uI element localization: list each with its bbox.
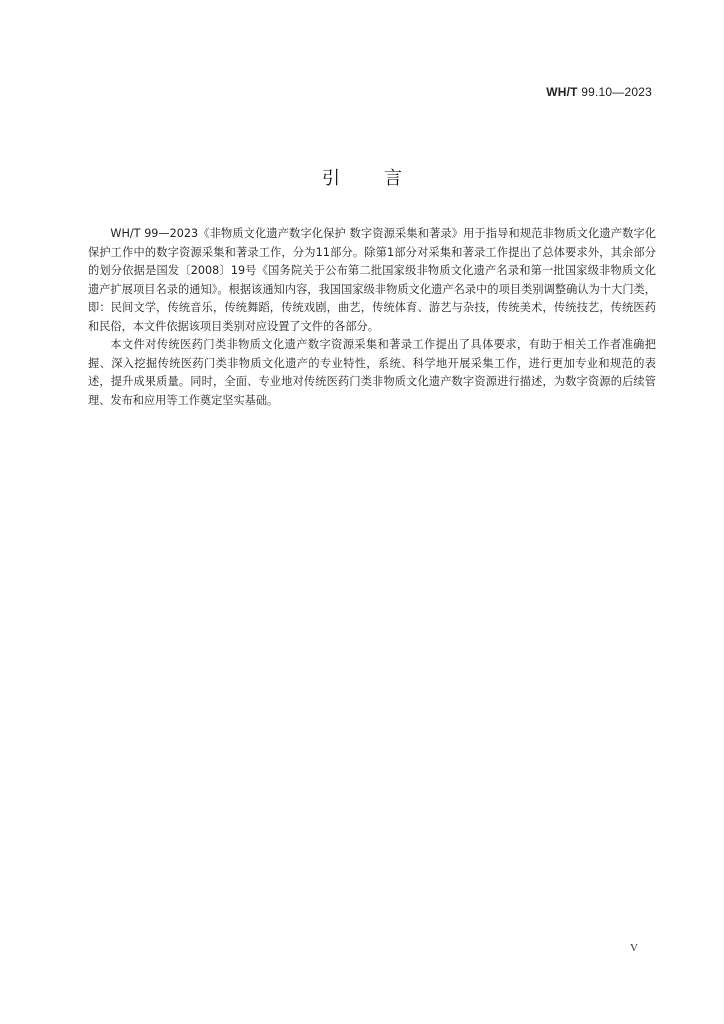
- introduction-body: [88, 225, 656, 410]
- page-title: 引言: [322, 168, 446, 189]
- standard-prefix: WH/T: [546, 85, 578, 99]
- page-number: V: [630, 942, 638, 954]
- introduction-paragraph-1: WH/T 99—2023《非物质文化遗产数字化保护 数字资源采集和著录》用于指导和规范非物质文化遗产数字化保护工作中的数字资源采集和著录工作，分为11部分。除第1部分对采集和著录工作提出了总体要求外，其余部分的划分依据是国发〔2008〕19号《国务院关于公布第二批国家级非物质文化遗产名录和第一批国家级非物质文化遗产扩展项目名录的通知》。根据该通知内容，我国国家级非物质文化遗产名录中的项目类别调整确认为十大门类，即：民间文学，传统音乐，传统舞蹈，传统戏剧，曲艺，传统体育、游艺与杂技，传统美术，传统技艺，传统医药和民俗，本文件依据该项目类别对应设置了文件的各部分。: [88, 227, 656, 333]
- introduction-paragraph-2: 本文件对传统医药门类非物质文化遗产数字资源采集和著录工作提出了具体要求，有助于相关工作者准确把握、深入挖掘传统医药门类非物质文化遗产的专业特性，系统、科学地开展采集工作，进行更加专业和规范的表述，提升成果质量。同时，全面、专业地对传统医药门类非物质文化遗产数字资源进行描述，为数字资源的后续管理、发布和应用等工作奠定坚实基础。: [88, 338, 656, 407]
- standard-number: 99.10—2023: [581, 85, 652, 99]
- standard-code-header: [546, 85, 652, 99]
